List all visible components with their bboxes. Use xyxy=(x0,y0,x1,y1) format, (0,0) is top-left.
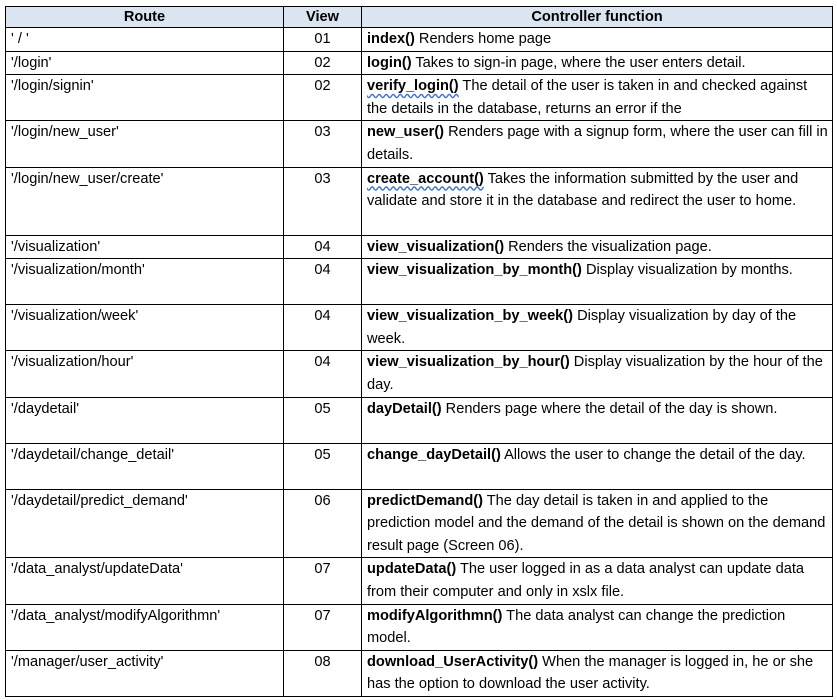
table-row xyxy=(6,443,833,489)
controller-function-name: view_visualization() xyxy=(367,238,505,255)
controller-cell xyxy=(362,167,833,235)
table-row xyxy=(6,28,833,52)
view-cell: 04 xyxy=(284,305,362,351)
route-cell: '/data_analyst/updateData' xyxy=(6,558,284,604)
controller-function-description: The day detail is taken in and applied to the prediction model and the demand of the detail is shown on the demand result page (Screen 06). xyxy=(367,492,826,554)
controller-function-description: The data analyst can change the prediction model. xyxy=(367,607,786,647)
route-cell: '/daydetail/change_detail' xyxy=(6,443,284,489)
table-row xyxy=(6,558,833,604)
route-cell: '/login/new_user/create' xyxy=(6,167,284,235)
route-cell: '/daydetail' xyxy=(6,397,284,443)
view-cell: 04 xyxy=(284,351,362,397)
route-cell: '/login' xyxy=(6,51,284,75)
table-row xyxy=(6,259,833,305)
table-row xyxy=(6,397,833,443)
controller-function-name: download_UserActivity() xyxy=(367,653,539,670)
table-row xyxy=(6,650,833,696)
controller-function-name: view_visualization_by_hour() xyxy=(367,354,570,371)
controller-cell xyxy=(362,489,833,558)
controller-cell xyxy=(362,604,833,650)
view-cell: 07 xyxy=(284,558,362,604)
table-row xyxy=(6,121,833,167)
header-route: Route xyxy=(6,7,284,28)
view-cell: 07 xyxy=(284,604,362,650)
controller-function-description: Display visualization by day of the week. xyxy=(367,308,797,347)
controller-function-description: Display visualization by the hour of the day. xyxy=(367,354,823,393)
route-cell: '/visualization/week' xyxy=(6,305,284,351)
route-cell: '/visualization/hour' xyxy=(6,351,284,397)
header-view: View xyxy=(284,7,362,28)
route-cell: '/visualization' xyxy=(6,235,284,259)
controller-function-description: The user logged in as a data analyst can update data from their computer and only in xslx file. xyxy=(367,561,804,600)
view-cell: 04 xyxy=(284,259,362,305)
route-cell: '/visualization/month' xyxy=(6,259,284,305)
view-cell: 03 xyxy=(284,167,362,235)
table-row xyxy=(6,305,833,351)
table-row xyxy=(6,75,833,121)
controller-function-description: Renders home page xyxy=(414,31,552,47)
routes-table xyxy=(5,6,833,697)
table-row xyxy=(6,489,833,558)
controller-cell xyxy=(362,351,833,397)
route-cell: '/data_analyst/modifyAlgorithmn' xyxy=(6,604,284,650)
controller-function-name: view_visualization_by_month() xyxy=(367,262,582,279)
controller-function-name: updateData() xyxy=(367,561,457,578)
controller-cell xyxy=(362,397,833,443)
controller-cell xyxy=(362,28,833,52)
table-row xyxy=(6,235,833,259)
controller-function-description: Takes to sign-in page, where the user enters detail. xyxy=(411,54,746,71)
controller-function-name: verify_login() xyxy=(367,78,459,95)
controller-function-name: index() xyxy=(367,31,415,47)
view-cell: 05 xyxy=(284,397,362,443)
controller-function-description: Display visualization by months. xyxy=(581,262,793,279)
table-row xyxy=(6,51,833,75)
view-cell: 08 xyxy=(284,650,362,696)
table-row xyxy=(6,604,833,650)
view-cell: 03 xyxy=(284,121,362,167)
controller-cell xyxy=(362,51,833,75)
controller-function-name: change_dayDetail() xyxy=(367,446,501,463)
view-cell: 02 xyxy=(284,51,362,75)
route-cell: '/login/new_user' xyxy=(6,121,284,167)
view-cell: 01 xyxy=(284,28,362,52)
header-row xyxy=(6,7,833,28)
table-row xyxy=(6,167,833,235)
controller-cell xyxy=(362,558,833,604)
controller-function-name: view_visualization_by_week() xyxy=(367,308,574,325)
view-cell: 04 xyxy=(284,235,362,259)
route-cell: '/daydetail/predict_demand' xyxy=(6,489,284,558)
controller-function-name: new_user() xyxy=(367,124,445,141)
controller-cell xyxy=(362,75,833,121)
view-cell: 06 xyxy=(284,489,362,558)
controller-function-name: create_account() xyxy=(367,170,484,187)
controller-function-description: When the manager is logged in, he or she has the option to download the user activity. xyxy=(367,653,814,693)
route-cell: '/login/signin' xyxy=(6,75,284,121)
controller-cell xyxy=(362,443,833,489)
view-cell: 02 xyxy=(284,75,362,121)
controller-function-name: dayDetail() xyxy=(367,400,442,417)
controller-cell xyxy=(362,235,833,259)
controller-function-name: predictDemand() xyxy=(367,492,483,509)
header-controller: Controller function xyxy=(362,7,833,28)
controller-function-description: Takes the information submitted by the user and validate and store it in the database and redirect the user to home. xyxy=(367,170,799,210)
controller-function-description: Renders page with a signup form, where the user can fill in details. xyxy=(367,124,828,163)
route-cell: ' / ' xyxy=(6,28,284,52)
controller-function-description: Renders the visualization page. xyxy=(504,238,712,255)
controller-function-description: The detail of the user is taken in and checked against the details in the database, returns an error if the xyxy=(367,78,808,117)
controller-function-name: login() xyxy=(367,54,412,71)
controller-cell xyxy=(362,121,833,167)
controller-cell xyxy=(362,259,833,305)
controller-function-description: Allows the user to change the detail of the day. xyxy=(500,446,806,463)
controller-cell xyxy=(362,650,833,696)
controller-cell xyxy=(362,305,833,351)
controller-function-name: modifyAlgorithmn() xyxy=(367,607,503,624)
view-cell: 05 xyxy=(284,443,362,489)
controller-function-description: Renders page where the detail of the day is shown. xyxy=(441,400,778,417)
table-row xyxy=(6,351,833,397)
route-cell: '/manager/user_activity' xyxy=(6,650,284,696)
